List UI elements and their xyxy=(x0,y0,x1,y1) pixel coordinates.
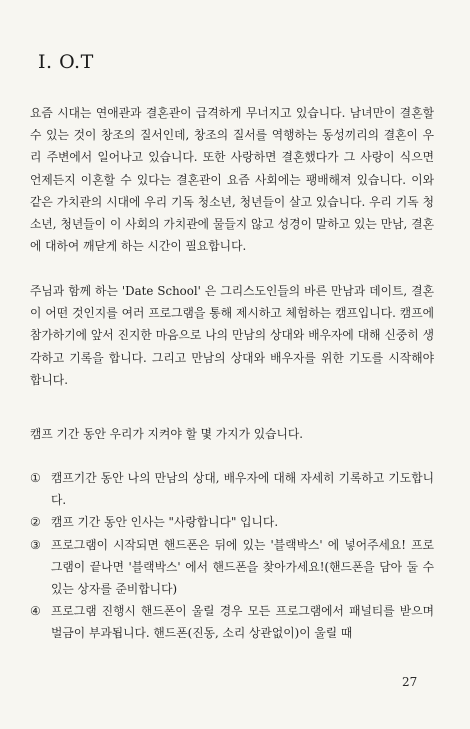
list-item xyxy=(30,534,434,601)
page-number: 27 xyxy=(402,675,418,689)
list-item-text: 캠프 기간 동안 인사는 "사랑합니다" 입니다. xyxy=(51,515,279,530)
intro-paragraph: 요즘 시대는 연애관과 결혼관이 급격하게 무너지고 있습니다. 남녀만이 결혼할 수 있는 것이 창조의 질서인데, 창조의 질서를 역행하는 동성끼리의 결혼이 우리 주변에서 일어나고 있습니다. 또한 사랑하면 결혼했다가 그 사랑이 식으면 언제든지 이혼할 수 있다는 결혼관이 요즘 사회에는 팽배해져 있습니다. 이와 같은 가치관의 시대에 우리 기독 청소년, 청년들이 살고 있습니다. 우리 기독 청소년, 청년들이 이 사회의 가치관에 물들지 않고 성경이 말하고 있는 만남, 결혼에 대하여 깨닫게 하는 시간이 필요합니다. xyxy=(30,106,434,254)
rules-intro-paragraph: 캠프 기간 동안 우리가 지켜야 할 몇 가지가 있습니다. xyxy=(30,427,304,441)
list-item xyxy=(30,511,434,533)
list-marker: ① xyxy=(30,471,41,485)
list-item-text: 캠프기간 동안 나의 만남의 상대, 배우자에 대해 자세히 기록하고 기도합니다. xyxy=(51,471,434,508)
list-item-text: 프로그램이 시작되면 핸드폰은 뒤에 있는 '블랙박스' 에 넣어주세요! 프로그램이 끝나면 '블랙박스' 에서 핸드폰을 찾아가세요!(핸드폰을 담아 둘 수 있는 상자를 준비합니다) xyxy=(51,537,434,597)
list-item-text: 프로그램 진행시 핸드폰이 울릴 경우 모든 프로그램에서 패널티를 받으며 벌금이 부과됩니다. 핸드폰(진동, 소리 상관없이)이 울릴 때 xyxy=(51,604,434,641)
date-school-paragraph: 주님과 함께 하는 'Date School' 은 그리스도인들의 바른 만남과 데이트, 결혼이 어떤 것인지를 여러 프로그램을 통해 제시하고 체험하는 캠프입니다. 캠프에 참가하기에 앞서 진지한 마음으로 나의 만남의 상대와 배우자에 대해 신중히 생각하고 기록을 합니다. 그리고 만남의 상대와 배우자를 위한 기도를 시작해야 합니다. xyxy=(30,284,434,387)
list-marker: ③ xyxy=(30,537,41,552)
list-marker: ④ xyxy=(30,604,41,619)
list-item xyxy=(30,600,434,644)
section-heading: I. O.T xyxy=(38,51,94,73)
list-marker: ② xyxy=(30,515,41,530)
list-item xyxy=(30,467,434,511)
rules-list xyxy=(30,467,434,645)
